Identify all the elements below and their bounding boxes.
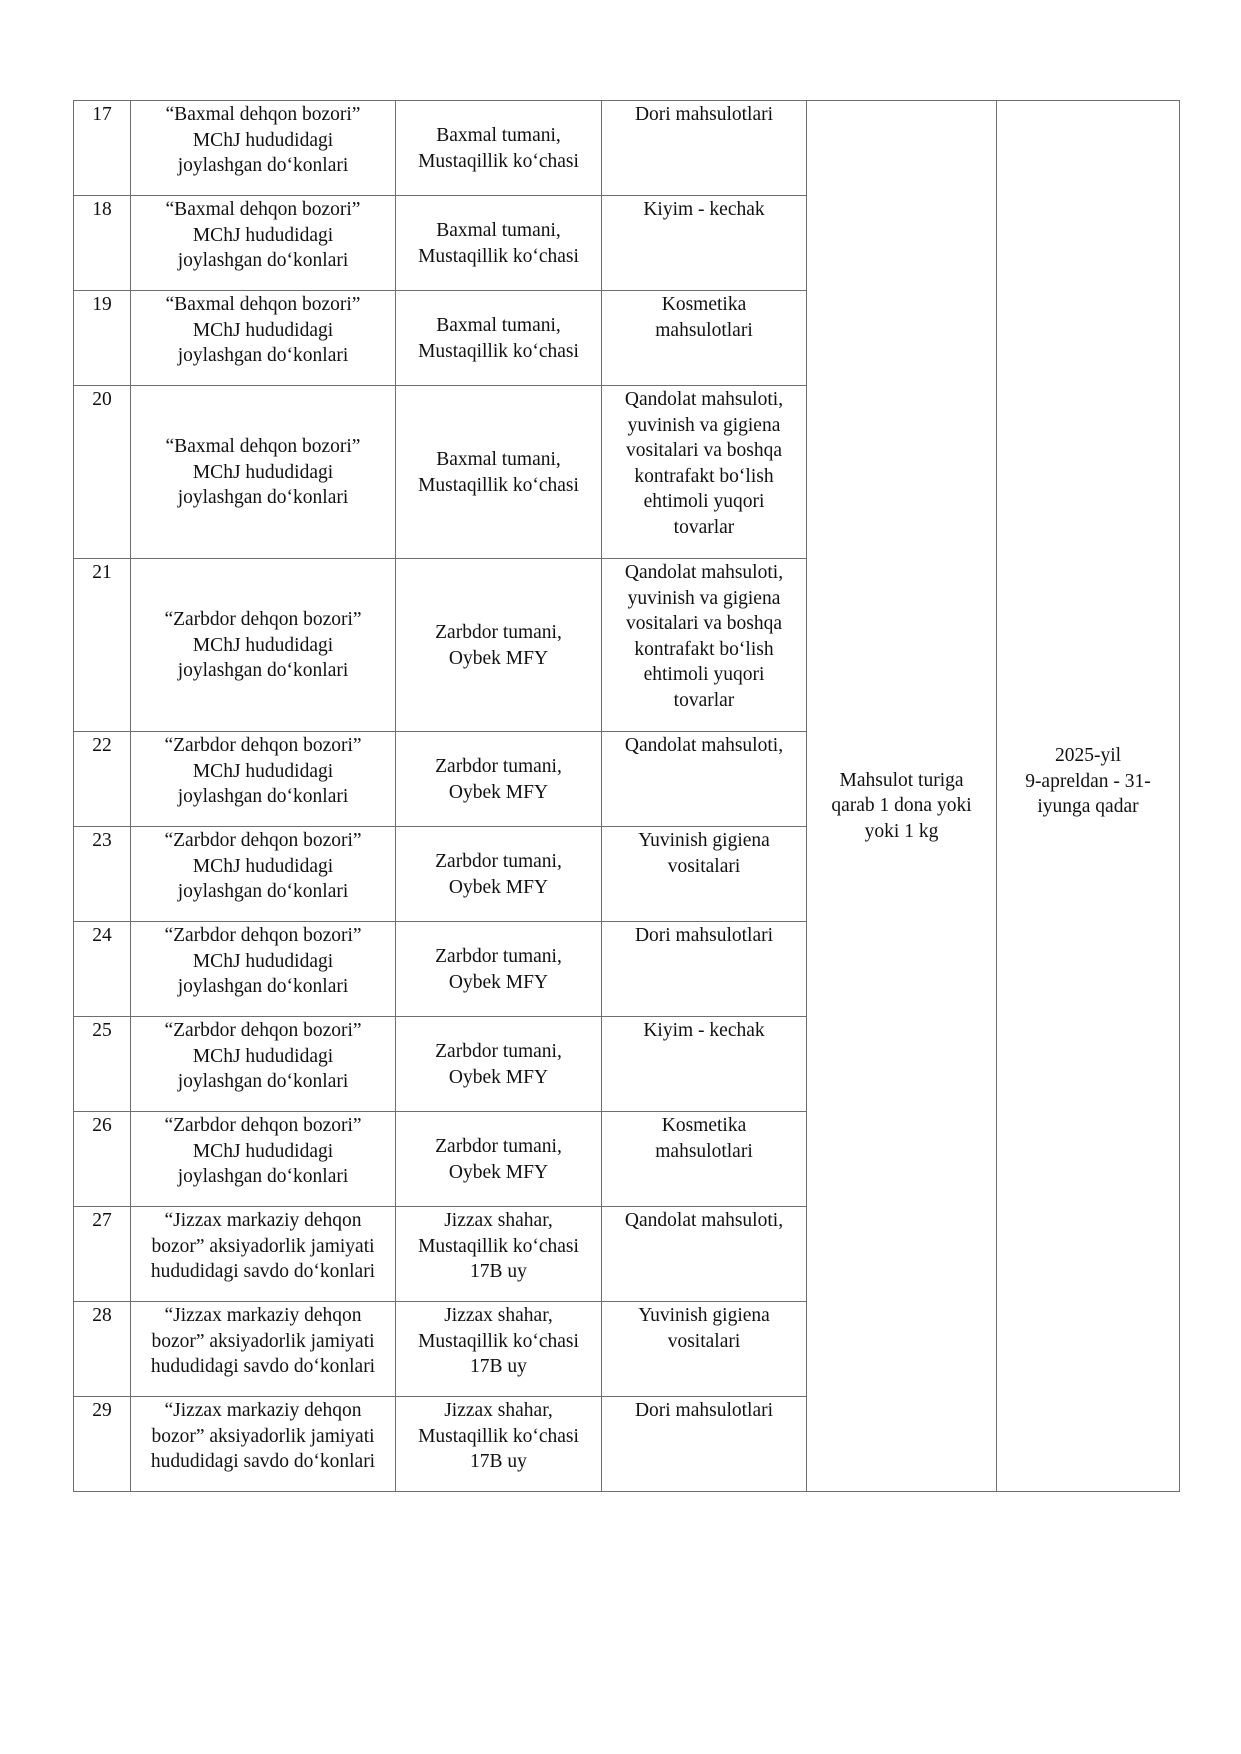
address-line: Mustaqillik ko‘chasi	[418, 1235, 579, 1257]
address-cell	[396, 922, 602, 1017]
row-number-cell: 18	[74, 196, 131, 291]
product-line: vositalari	[667, 1330, 741, 1352]
address-line: Baxmal tumani,	[436, 448, 561, 470]
product-line: Yuvinish gigiena	[638, 830, 770, 851]
row-number-cell: 27	[74, 1207, 131, 1302]
place-line: bozor” aksiyadorlik jamiyati	[151, 1330, 375, 1352]
place-cell	[131, 101, 396, 196]
product-line: Kosmetika	[661, 294, 747, 315]
row-number-cell: 24	[74, 922, 131, 1017]
quantity-line: yoki 1 kg	[864, 820, 939, 842]
quantity-merged-cell	[807, 101, 997, 1492]
place-line: “Jizzax markaziy dehqon	[164, 1400, 362, 1421]
product-cell	[602, 386, 807, 559]
product-line: ehtimoli yuqori	[643, 491, 765, 513]
address-line: Zarbdor tumani,	[435, 945, 562, 967]
address-line: Zarbdor tumani,	[435, 1040, 562, 1062]
product-line: vositalari va boshqa	[626, 613, 782, 635]
place-line: joylashgan do‘konlari	[177, 881, 349, 903]
place-line: “Zarbdor dehqon bozori”	[164, 925, 362, 946]
product-line: ehtimoli yuqori	[643, 664, 765, 686]
period-line: 9-apreldan - 31-	[1025, 770, 1151, 792]
place-line: hududidagi savdo do‘konlari	[150, 1261, 376, 1283]
place-line: joylashgan do‘konlari	[177, 487, 349, 509]
address-line: Oybek MFY	[448, 971, 549, 993]
product-cell	[602, 291, 807, 386]
product-cell	[602, 827, 807, 922]
address-line: Zarbdor tumani,	[435, 850, 562, 872]
place-line: joylashgan do‘konlari	[177, 1071, 349, 1093]
address-cell	[396, 101, 602, 196]
address-cell	[396, 1302, 602, 1397]
place-line: “Baxmal dehqon bozori”	[165, 199, 361, 220]
place-line: hududidagi savdo do‘konlari	[150, 1356, 376, 1378]
address-line: Oybek MFY	[448, 1066, 549, 1088]
place-line: MChJ hududidagi	[192, 855, 334, 877]
place-line: bozor” aksiyadorlik jamiyati	[151, 1235, 375, 1257]
product-cell	[602, 101, 807, 196]
table-row	[74, 101, 1180, 196]
place-cell	[131, 386, 396, 559]
place-line: MChJ hududidagi	[192, 634, 334, 656]
place-line: “Baxmal dehqon bozori”	[165, 104, 361, 125]
inspection-table	[73, 100, 1180, 1492]
place-cell	[131, 827, 396, 922]
row-number-cell: 26	[74, 1112, 131, 1207]
row-number-cell: 23	[74, 827, 131, 922]
product-line: Kosmetika	[661, 1115, 747, 1136]
place-line: MChJ hududidagi	[192, 1045, 334, 1067]
product-line: Qandolat mahsuloti,	[624, 389, 784, 410]
address-line: Zarbdor tumani,	[435, 755, 562, 777]
place-cell	[131, 1207, 396, 1302]
place-line: joylashgan do‘konlari	[177, 660, 349, 682]
product-line: tovarlar	[673, 516, 735, 538]
address-cell	[396, 559, 602, 732]
place-line: joylashgan do‘konlari	[177, 786, 349, 808]
place-line: joylashgan do‘konlari	[177, 155, 349, 177]
place-cell	[131, 291, 396, 386]
product-line: Kiyim - kechak	[643, 1020, 765, 1041]
place-line: “Jizzax markaziy dehqon	[164, 1210, 362, 1231]
address-line: Oybek MFY	[448, 1161, 549, 1183]
place-line: “Zarbdor dehqon bozori”	[164, 1115, 362, 1136]
address-line: Mustaqillik ko‘chasi	[418, 245, 579, 267]
address-line: Mustaqillik ko‘chasi	[418, 340, 579, 362]
product-cell	[602, 922, 807, 1017]
product-line: mahsulotlari	[655, 319, 753, 341]
address-line: Mustaqillik ko‘chasi	[418, 1425, 579, 1447]
table-body	[74, 101, 1180, 1492]
address-line: Baxmal tumani,	[436, 314, 561, 336]
product-cell	[602, 1207, 807, 1302]
product-cell	[602, 1112, 807, 1207]
place-line: “Zarbdor dehqon bozori”	[164, 830, 362, 851]
place-line: joylashgan do‘konlari	[177, 345, 349, 367]
product-line: Yuvinish gigiena	[638, 1305, 770, 1326]
row-number-cell: 22	[74, 732, 131, 827]
address-line: Jizzax shahar,	[444, 1400, 553, 1421]
address-line: Mustaqillik ko‘chasi	[418, 1330, 579, 1352]
product-cell	[602, 1302, 807, 1397]
product-cell	[602, 559, 807, 732]
address-cell	[396, 1017, 602, 1112]
address-line: Baxmal tumani,	[436, 219, 561, 241]
product-line: vositalari	[667, 855, 741, 877]
product-line: mahsulotlari	[655, 1140, 753, 1162]
row-number-cell: 21	[74, 559, 131, 732]
place-line: “Zarbdor dehqon bozori”	[164, 609, 362, 631]
place-cell	[131, 196, 396, 291]
row-number-cell: 20	[74, 386, 131, 559]
place-cell	[131, 1397, 396, 1492]
quantity-line: Mahsulot turiga	[839, 769, 964, 791]
product-line: Kiyim - kechak	[643, 199, 765, 220]
place-line: MChJ hududidagi	[192, 950, 334, 972]
period-line: 2025-yil	[1054, 745, 1122, 767]
address-cell	[396, 1397, 602, 1492]
product-cell	[602, 732, 807, 827]
period-merged-cell	[997, 101, 1180, 1492]
period-line: iyunga qadar	[1037, 796, 1139, 818]
place-line: hududidagi savdo do‘konlari	[150, 1451, 376, 1473]
row-number-cell: 19	[74, 291, 131, 386]
place-line: MChJ hududidagi	[192, 129, 334, 151]
row-number-cell: 28	[74, 1302, 131, 1397]
product-cell	[602, 1397, 807, 1492]
place-cell	[131, 922, 396, 1017]
product-line: Qandolat mahsuloti,	[624, 562, 784, 583]
product-cell	[602, 1017, 807, 1112]
row-number-cell: 25	[74, 1017, 131, 1112]
address-line: 17B uy	[470, 1261, 527, 1283]
product-line: Dori mahsulotlari	[634, 925, 774, 946]
product-line: yuvinish va gigiena	[627, 587, 781, 609]
address-line: Oybek MFY	[448, 781, 549, 803]
place-cell	[131, 732, 396, 827]
address-cell	[396, 291, 602, 386]
row-number-cell: 17	[74, 101, 131, 196]
address-line: Zarbdor tumani,	[435, 1135, 562, 1157]
address-line: Zarbdor tumani,	[435, 621, 562, 643]
place-line: “Zarbdor dehqon bozori”	[164, 735, 362, 756]
place-line: joylashgan do‘konlari	[177, 976, 349, 998]
product-line: vositalari va boshqa	[626, 440, 782, 462]
place-cell	[131, 1017, 396, 1112]
address-line: 17B uy	[470, 1356, 527, 1378]
product-line: kontrafakt bo‘lish	[634, 638, 774, 660]
address-line: Oybek MFY	[448, 647, 549, 669]
place-cell	[131, 1302, 396, 1397]
place-line: “Baxmal dehqon bozori”	[165, 294, 361, 315]
place-line: “Zarbdor dehqon bozori”	[164, 1020, 362, 1041]
address-cell	[396, 827, 602, 922]
place-line: MChJ hududidagi	[192, 760, 334, 782]
place-line: joylashgan do‘konlari	[177, 1166, 349, 1188]
address-line: Mustaqillik ko‘chasi	[418, 474, 579, 496]
row-number-cell: 29	[74, 1397, 131, 1492]
address-cell	[396, 1112, 602, 1207]
product-line: Dori mahsulotlari	[634, 1400, 774, 1421]
product-line: yuvinish va gigiena	[627, 414, 781, 436]
address-line: Jizzax shahar,	[444, 1210, 553, 1231]
place-cell	[131, 559, 396, 732]
place-line: MChJ hududidagi	[192, 319, 334, 341]
place-line: bozor” aksiyadorlik jamiyati	[151, 1425, 375, 1447]
product-cell	[602, 196, 807, 291]
product-line: Qandolat mahsuloti,	[624, 735, 784, 756]
address-cell	[396, 196, 602, 291]
place-line: MChJ hududidagi	[192, 1140, 334, 1162]
address-cell	[396, 386, 602, 559]
address-cell	[396, 1207, 602, 1302]
place-line: joylashgan do‘konlari	[177, 250, 349, 272]
product-line: Qandolat mahsuloti,	[624, 1210, 784, 1231]
address-line: Baxmal tumani,	[436, 124, 561, 146]
product-line: tovarlar	[673, 689, 735, 711]
product-line: Dori mahsulotlari	[634, 104, 774, 125]
address-cell	[396, 732, 602, 827]
address-line: Mustaqillik ko‘chasi	[418, 150, 579, 172]
place-line: “Jizzax markaziy dehqon	[164, 1305, 362, 1326]
place-line: “Baxmal dehqon bozori”	[165, 436, 361, 458]
address-line: 17B uy	[470, 1451, 527, 1473]
quantity-line: qarab 1 dona yoki	[831, 795, 972, 817]
address-line: Jizzax shahar,	[444, 1305, 553, 1326]
place-line: MChJ hududidagi	[192, 461, 334, 483]
place-cell	[131, 1112, 396, 1207]
place-line: MChJ hududidagi	[192, 224, 334, 246]
address-line: Oybek MFY	[448, 876, 549, 898]
product-line: kontrafakt bo‘lish	[634, 465, 774, 487]
